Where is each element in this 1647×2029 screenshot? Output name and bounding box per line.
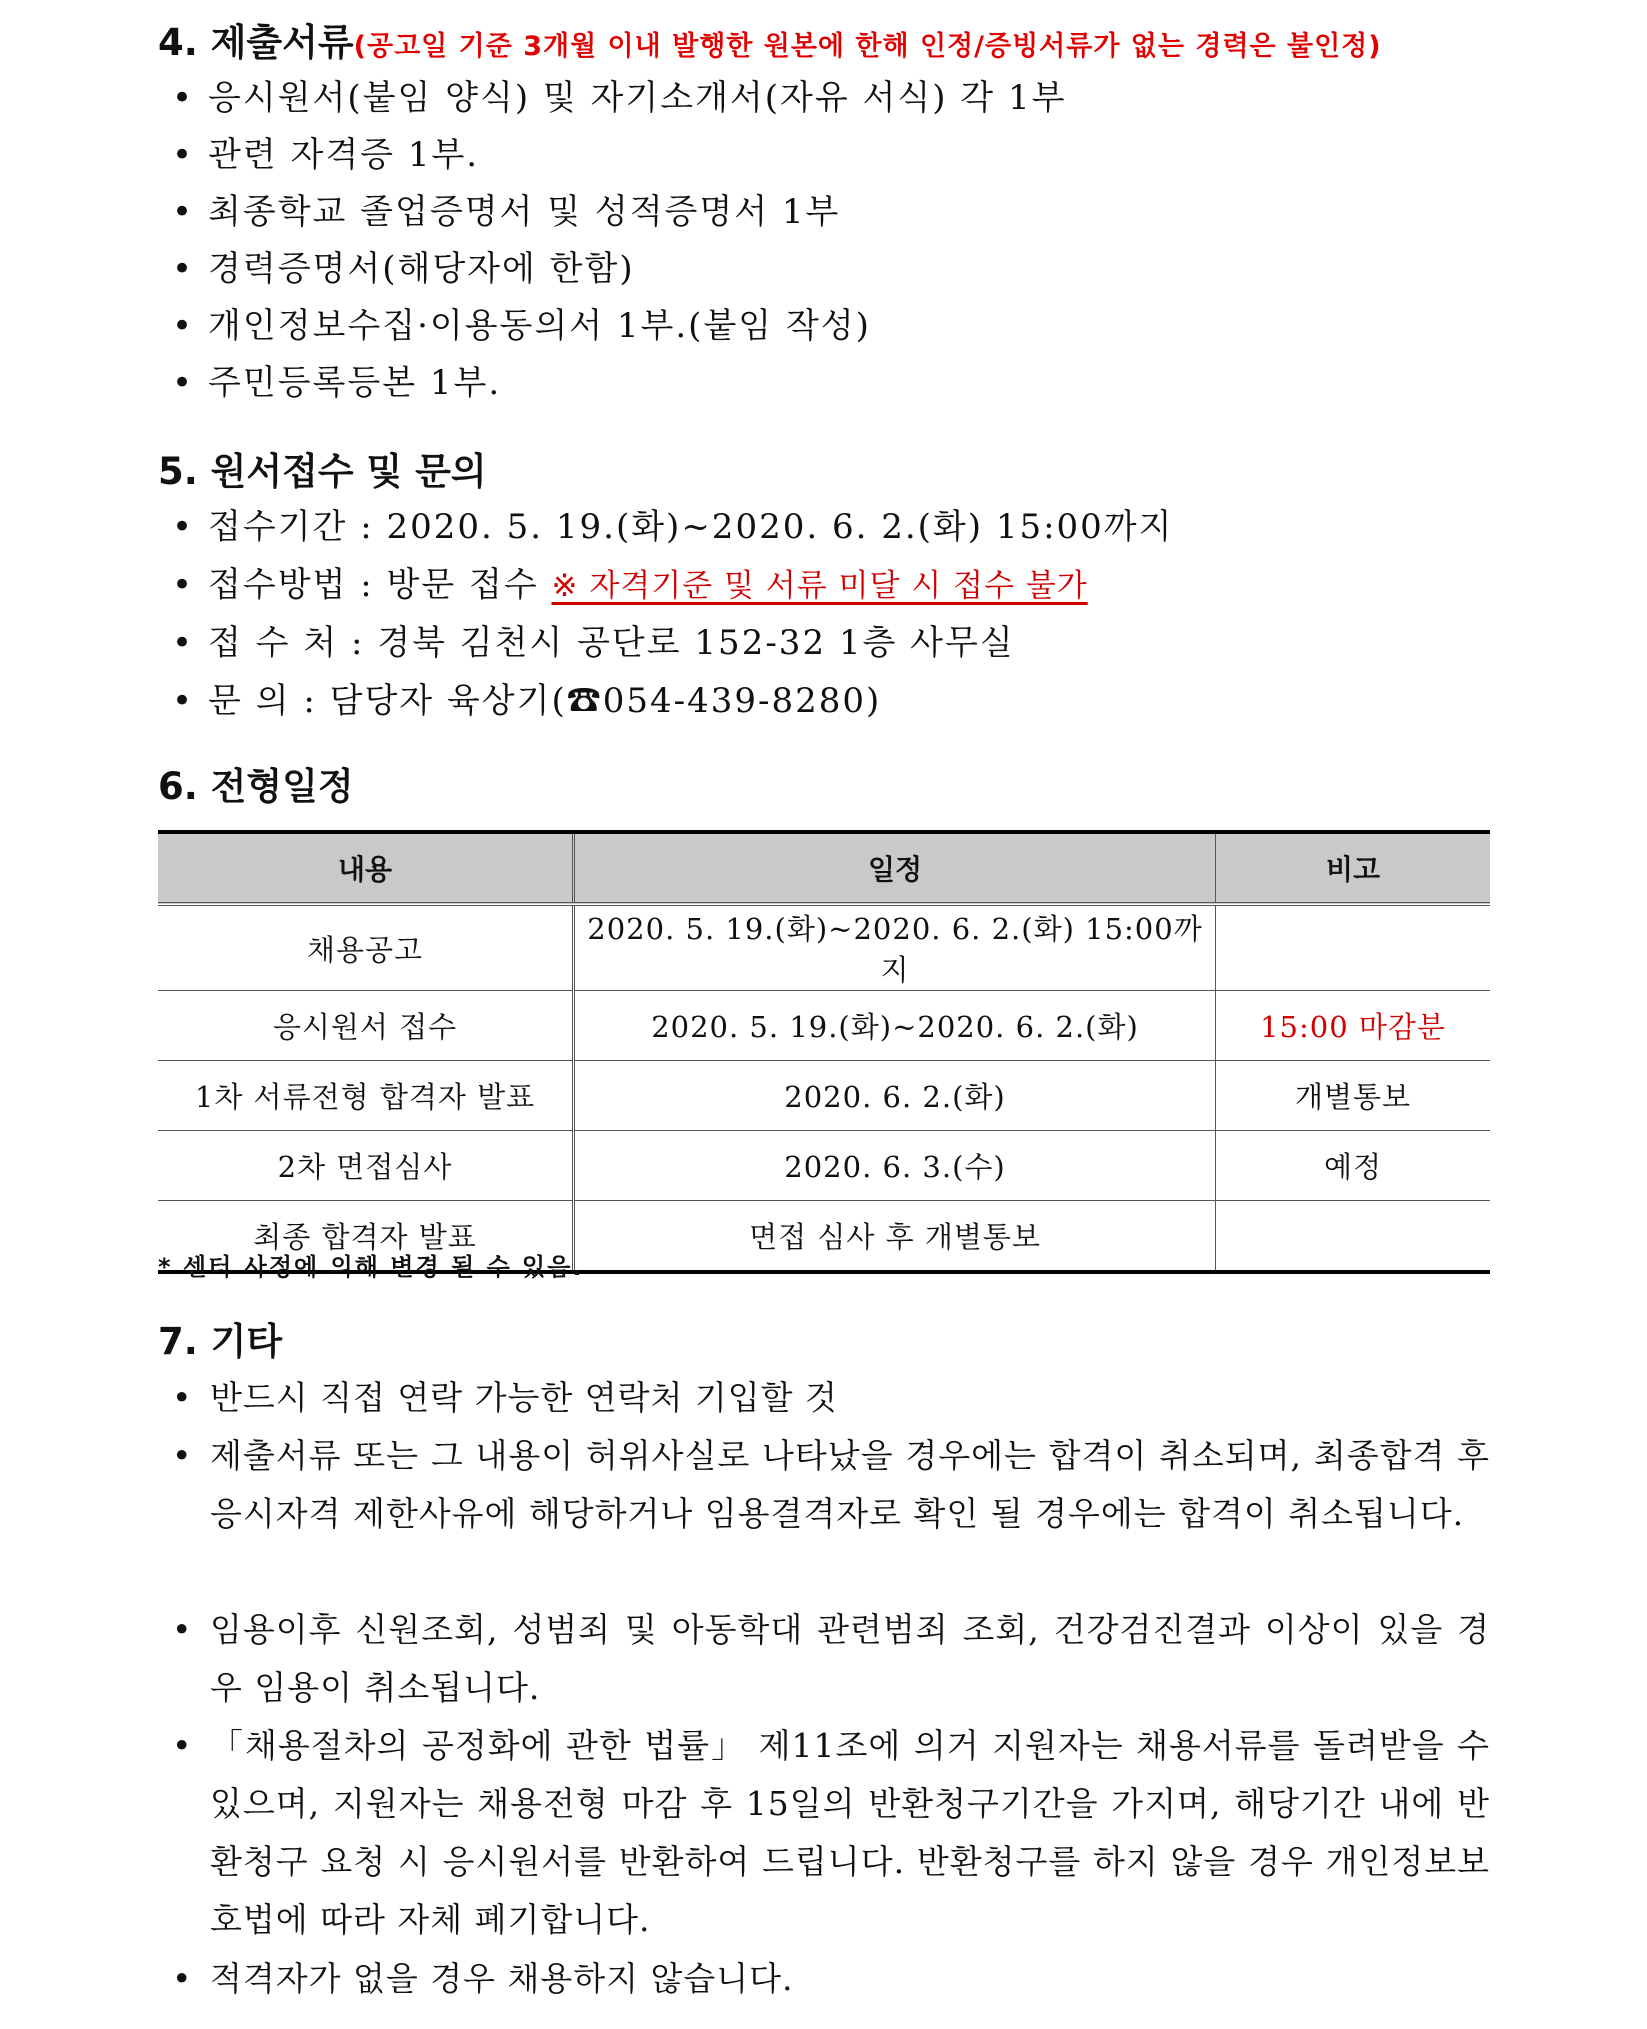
list-item: • 경력증명서(해당자에 한함) (172, 249, 635, 289)
list-item: • 주민등록등본 1부. (172, 363, 502, 403)
section-6-heading: 6. 전형일정 (158, 765, 354, 808)
application-method: • 접수방법 : 방문 접수 ※ 자격기준 및 서류 미달 시 접수 불가 (172, 565, 1088, 605)
column-header: 내용 (158, 832, 574, 904)
application-place: • 접 수 처 : 경북 김천시 공단로 152-32 1층 사무실 (172, 623, 1015, 663)
column-header: 일정 (574, 832, 1216, 904)
list-item: • 관련 자격증 1부. (172, 135, 480, 175)
list-item: • 개인정보수집·이용동의서 1부.(붙임 작성) (172, 306, 871, 346)
list-item: • 임용이후 신원조회, 성범죄 및 아동학대 관련범죄 조회, 건강검진결과 이상이 있을 경우 임용이 취소됩니다. (172, 1610, 1490, 1707)
list-item: • 「채용절차의 공정화에 관한 법률」 제11조에 의거 지원자는 채용서류를 돌려받을 수 있으며, 지원자는 채용전형 마감 후 15일의 반환청구기간을 가지며, 해당기간 내에 반환청구 요청 시 응시원서를 반환하여 드립니다. 반환청구를 하지 않을 경우 개인정보보호법에 따라 자체 폐기합니다. (172, 1726, 1490, 1939)
section-4-heading (158, 18, 1382, 72)
table-footnote: * 센터 사정에 의해 변경 될 수 있음. (158, 1253, 584, 1281)
section-7-heading: 7. 기타 (158, 1320, 283, 1363)
list-item: • 응시원서(붙임 양식) 및 자기소개서(자유 서식) 각 1부 (172, 78, 1067, 118)
table-row: 채용공고 2020. 5. 19.(화)~2020. 6. 2.(화) 15:00까지 (158, 904, 1490, 991)
list-item: • 최종학교 졸업증명서 및 성적증명서 1부 (172, 192, 841, 232)
table-header-row (158, 832, 1490, 904)
schedule-table (158, 830, 1490, 1274)
section-4-subtitle: (공고일 기준 3개월 이내 발행한 원본에 한해 인정/증빙서류가 없는 경력은 불인정) (353, 31, 1382, 62)
application-period: • 접수기간 : 2020. 5. 19.(화)~2020. 6. 2.(화) 15:00까지 (172, 507, 1174, 547)
table-row: 응시원서 접수 2020. 5. 19.(화)~2020. 6. 2.(화) 15:00 마감분 (158, 991, 1490, 1061)
contact-info: • 문 의 : 담당자 육상기(☎054-439-8280) (172, 681, 882, 721)
table-row: 2차 면접심사 2020. 6. 3.(수) 예정 (158, 1131, 1490, 1201)
list-item: • 제출서류 또는 그 내용이 허위사실로 나타났을 경우에는 합격이 취소되며, 최종합격 후 응시자격 제한사유에 해당하거나 임용결격자로 확인 될 경우에는 합격이 취소됩니다. (172, 1436, 1490, 1533)
list-item: • 반드시 직접 연락 가능한 연락처 기입할 것 (172, 1378, 838, 1417)
column-header: 비고 (1216, 832, 1491, 904)
warning-notice: ※ 자격기준 및 서류 미달 시 접수 불가 (551, 568, 1088, 604)
section-4-title: 4. 제출서류 (158, 21, 354, 64)
table-row: 최종 합격자 발표 면접 심사 후 개별통보 (158, 1201, 1490, 1273)
list-item: • 적격자가 없을 경우 채용하지 않습니다. (172, 1959, 794, 1998)
table-row: 1차 서류전형 합격자 발표 2020. 6. 2.(화) 개별통보 (158, 1061, 1490, 1131)
section-5-heading: 5. 원서접수 및 문의 (158, 450, 487, 493)
